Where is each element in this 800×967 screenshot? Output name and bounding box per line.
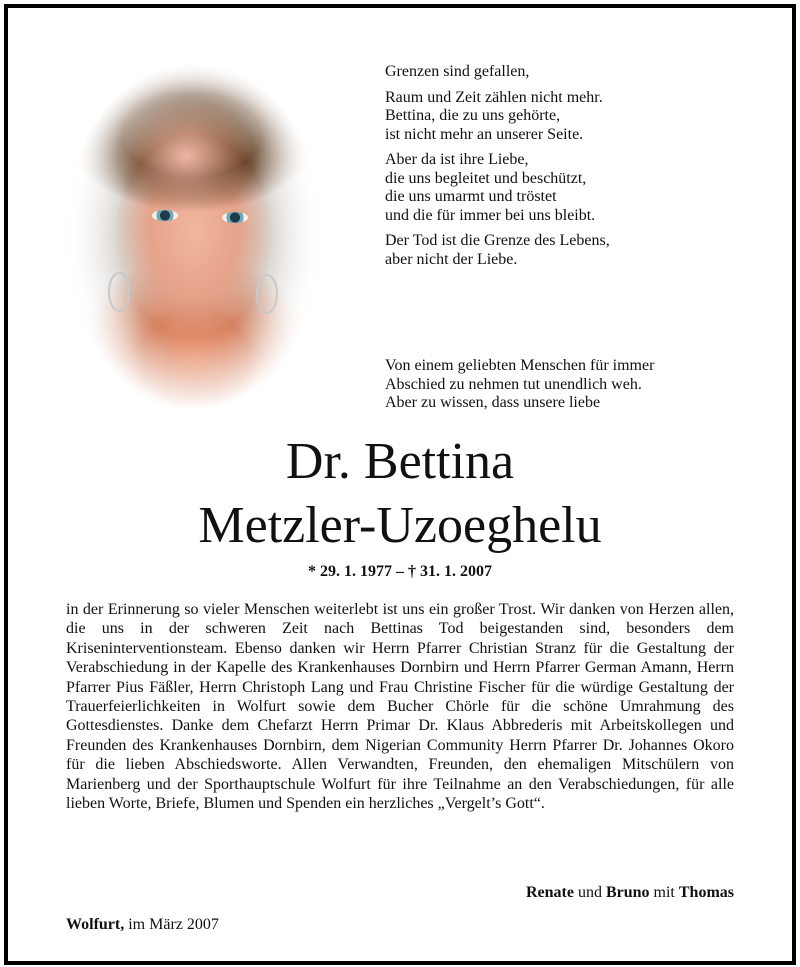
right-earring bbox=[256, 274, 278, 314]
left-earring bbox=[108, 272, 130, 312]
place-date-text: im März 2007 bbox=[124, 916, 219, 933]
poem bbox=[385, 63, 745, 276]
portrait-photo bbox=[62, 62, 326, 410]
deceased-name-line2: Metzler-Uzoeghelu bbox=[198, 497, 602, 554]
signer-thomas: Thomas bbox=[678, 884, 734, 901]
poem-stanza: Aber da ist ihre Liebe, die uns begleitet und beschützt, die uns umarmt und tröstet und die für immer bei uns bleibt. bbox=[385, 151, 596, 224]
thanks-text: in der Erinnerung so vieler Menschen weiterlebt ist uns ein großer Trost. Wir danken von Herzen allen, die uns in der schweren Zeit nach Bettinas Tod beigestanden sind, besonders dem Kriseninterventionsteam. Ebenso danken wir Herrn Pfarrer Christian Stranz für die Gestaltung der Verabschiedung in der Kapelle des Krankenhauses Dornbirn und Herrn Pfarrer German Amann, Herrn Pfarrer Pius Fäßler, Herrn Christoph Lang und Frau Christine Fischer für die würdige Gestaltung der Trauerfeierlichkeiten in Wolfurt sowie dem Bucher Chörle für die schöne Umrahmung des Gottesdienstes. Danke dem Chefarzt Herrn Primar Dr. Klaus Abbrederis mit Arbeitskollegen und Freunden des Krankenhauses Dornbirn, dem Nigerian Community Herrn Pfarrer Dr. Johannes Okoro für die lieben Abschiedsworte. Allen Verwandten, Freunden, den ehemaligen Mitschülern von Marienberg und der Sporthauptschule Wolfurt für ihre Teilnahme an den Verabschiedungen, für alle lieben Worte, Briefe, Blumen und Spenden ein herzliches „Vergelt’s Gott“. bbox=[66, 601, 734, 813]
poem-stanza: Grenzen sind gefallen, bbox=[385, 63, 530, 80]
poem-stanza: Raum und Zeit zählen nicht mehr. Bettina, die zu uns gehörte, ist nicht mehr an unserer Seite. bbox=[385, 88, 603, 143]
poem-stanza: Der Tod ist die Grenze des Lebens, aber nicht der Liebe. bbox=[385, 232, 610, 268]
left-eye bbox=[152, 210, 178, 221]
place-town: Wolfurt, bbox=[66, 916, 125, 933]
signature-joiner: und bbox=[573, 884, 606, 901]
place-date bbox=[66, 916, 219, 934]
signer-renate: Renate bbox=[525, 884, 574, 901]
portrait-oval bbox=[62, 62, 326, 410]
signature bbox=[526, 884, 734, 902]
lead-text: Von einem geliebten Menschen für immer Abschied zu nehmen tut unendlich weh. Aber zu wissen, dass unsere liebe bbox=[385, 357, 655, 411]
signer-bruno: Bruno bbox=[605, 884, 650, 901]
right-eye bbox=[222, 212, 248, 223]
signature-joiner: mit bbox=[649, 884, 679, 901]
deceased-name-line1: Dr. Bettina bbox=[285, 433, 515, 490]
life-dates: * 29. 1. 1977 – † 31. 1. 2007 bbox=[308, 563, 492, 580]
